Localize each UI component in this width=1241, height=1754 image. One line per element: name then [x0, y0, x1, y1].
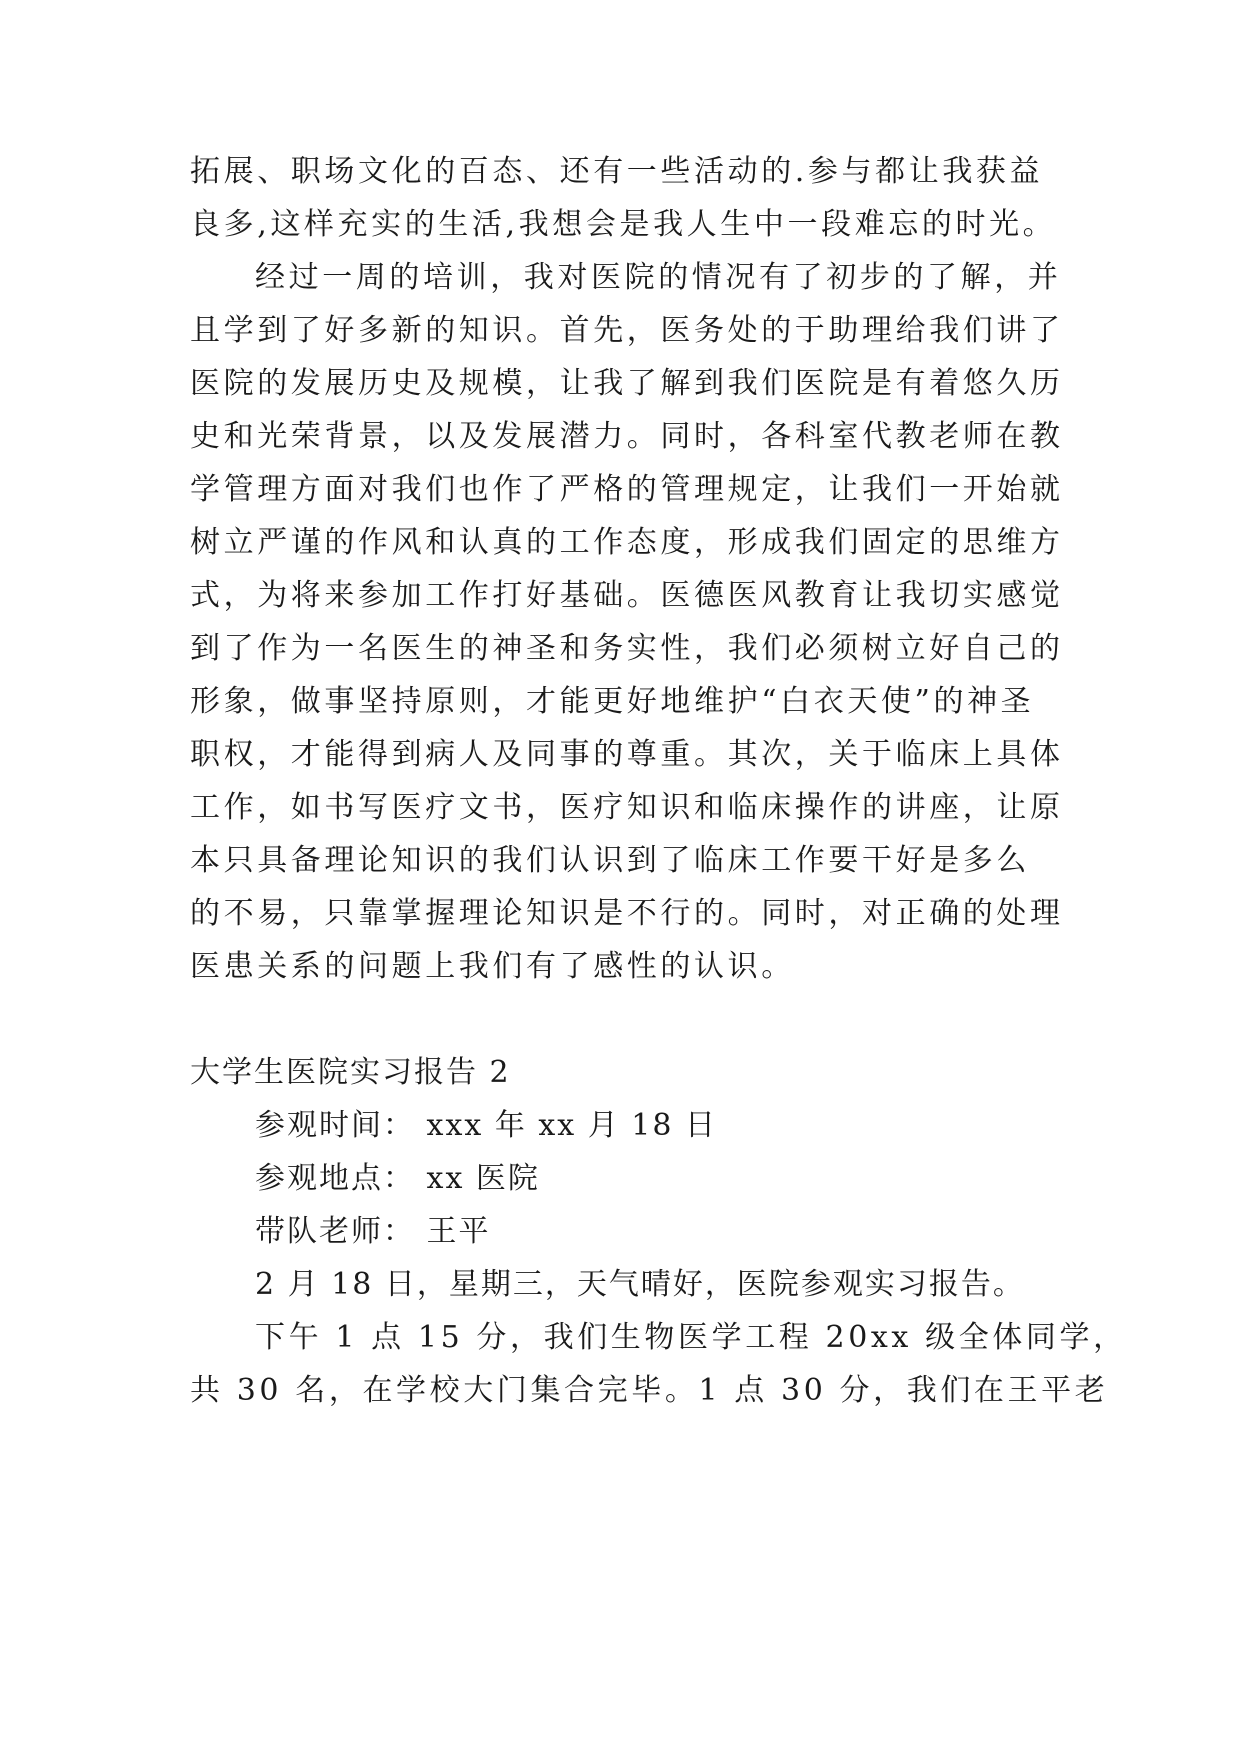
leader-teacher: 带队老师： 王平	[255, 1214, 491, 1249]
paragraph2-line-5: 学管理方面对我们也作了严格的管理规定，让我们一开始就	[190, 472, 1064, 507]
paragraph2-line-11: 工作，如书写医疗文书，医疗知识和临床操作的讲座，让原	[190, 790, 1064, 825]
paragraph2-line-7: 式，为将来参加工作打好基础。医德医风教育让我切实感觉	[190, 578, 1064, 613]
paragraph2-line-8: 到了作为一名医生的神圣和务实性，我们必须树立好自己的	[190, 631, 1064, 666]
paragraph2-line-6: 树立严谨的作风和认真的工作态度，形成我们固定的思维方	[190, 525, 1064, 560]
paragraph3-line-2: 共 30 名，在学校大门集合完毕。1 点 30 分，我们在王平老	[190, 1373, 1109, 1408]
date-line: 2 月 18 日，星期三，天气晴好，医院参观实习报告。	[255, 1267, 1025, 1302]
paragraph2-line-3: 医院的发展历史及规模，让我了解到我们医院是有着悠久历	[190, 366, 1064, 401]
visit-place: 参观地点： xx 医院	[255, 1161, 540, 1196]
paragraph2-line-10: 职权，才能得到病人及同事的尊重。其次，关于临床上具体	[190, 737, 1064, 772]
paragraph3-line-1: 下午 1 点 15 分，我们生物医学工程 20xx 级全体同学，	[255, 1320, 1127, 1355]
section-title: 大学生医院实习报告 2	[190, 1055, 511, 1090]
paragraph2-line-4: 史和光荣背景，以及发展潜力。同时，各科室代教老师在教	[190, 419, 1064, 454]
paragraph2-line-13: 的不易，只靠掌握理论知识是不行的。同时，对正确的处理	[190, 896, 1064, 931]
paragraph1-line-1: 拓展、职场文化的百态、还有一些活动的.参与都让我获益	[190, 154, 1044, 189]
paragraph2-line-12: 本只具备理论知识的我们认识到了临床工作要干好是多么	[190, 843, 1030, 878]
paragraph2-line-1: 经过一周的培训，我对医院的情况有了初步的了解，并	[255, 260, 1062, 295]
paragraph1-line-2: 良多,这样充实的生活,我想会是我人生中一段难忘的时光。	[190, 207, 1057, 242]
visit-time: 参观时间： xxx 年 xx 月 18 日	[255, 1108, 717, 1143]
paragraph2-line-14: 医患关系的问题上我们有了感性的认识。	[190, 949, 795, 984]
paragraph2-line-9: 形象，做事坚持原则，才能更好地维护“白衣天使”的神圣	[190, 684, 1035, 719]
paragraph2-line-2: 且学到了好多新的知识。首先，医务处的于助理给我们讲了	[190, 313, 1064, 348]
